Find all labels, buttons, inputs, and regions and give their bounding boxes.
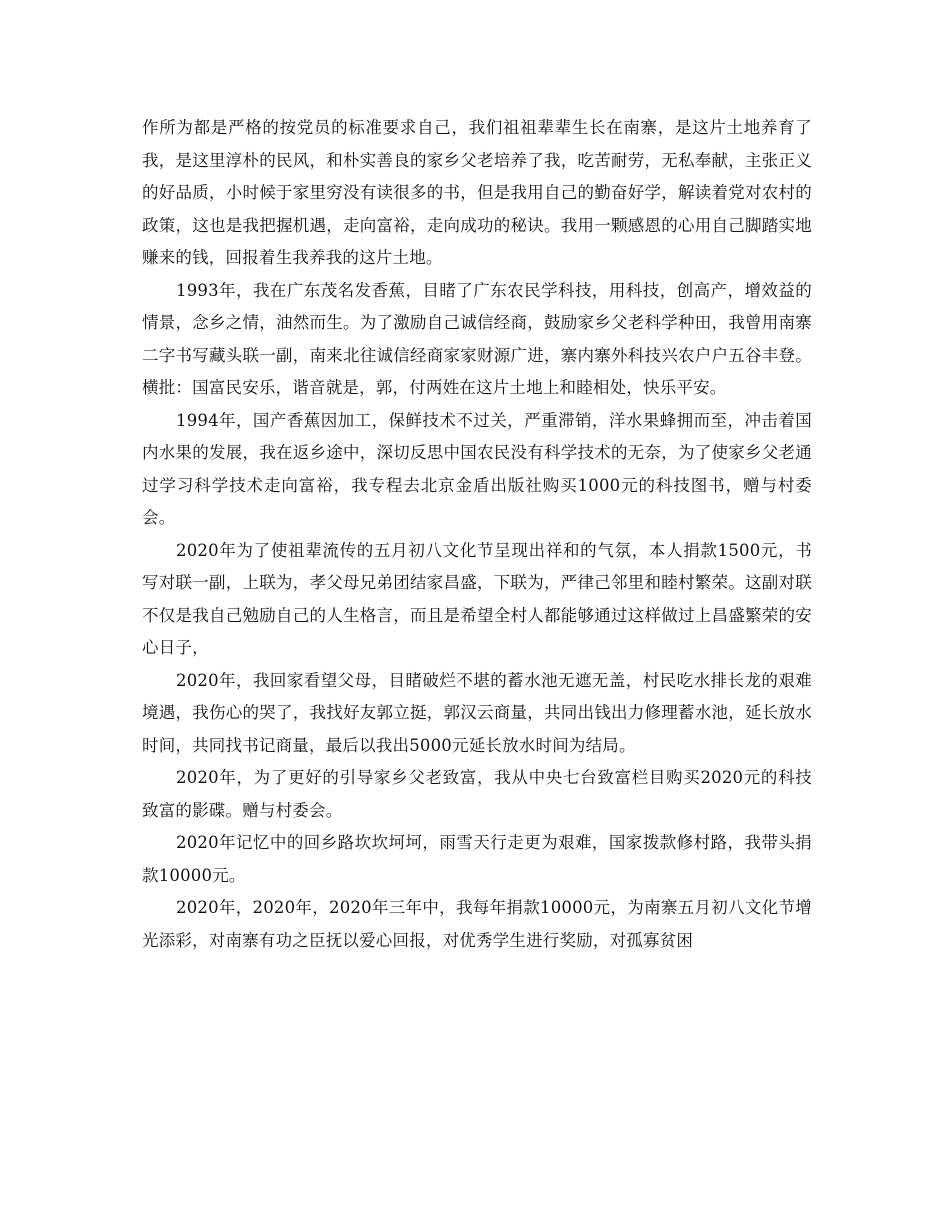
paragraph: 2020年为了使祖辈流传的五月初八文化节呈现出祥和的气氛，本人捐款1500元，书写对联一副，上联为，孝父母兄弟团结家昌盛，下联为，严律己邻里和睦村繁荣。这副对联不仅是我自己勉励自己的人生格言，而且是希望全村人都能够通过这样做过上昌盛繁荣的安心日子， [142, 540, 812, 657]
paragraph: 2020年，2020年，2020年三年中，我每年捐款10000元，为南寨五月初八文化节增光添彩，对南寨有功之臣抚以爱心回报，对优秀学生进行奖励，对孤寡贫困 [142, 898, 812, 950]
paragraph: 1993年，我在广东茂名发香蕉，目睹了广东农民学科技，用科技，创高产，增效益的情景，念乡之情，油然而生。为了激励自己诚信经商，鼓励家乡父老科学种田，我曾用南寨二字书写藏头联一副，南来北往诚信经商家家财源广进，寨内寨外科技兴农户户五谷丰登。横批：国富民安乐，谐音就是，郭，付两姓在这片土地上和睦相处，快乐平安。 [142, 280, 812, 397]
paragraph: 1994年，国产香蕉因加工，保鲜技术不过关，严重滞销，洋水果蜂拥而至，冲击着国内水果的发展，我在返乡途中，深切反思中国农民没有科学技术的无奈，为了使家乡父老通过学习科学技术走向富裕，我专程去北京金盾出版社购买1000元的科技图书，赠与村委会。 [142, 410, 812, 527]
paragraph: 2020年，我回家看望父母，目睹破烂不堪的蓄水池无遮无盖，村民吃水排长龙的艰难境遇，我伤心的哭了，我找好友郭立挺，郭汉云商量，共同出钱出力修理蓄水池，延长放水时间，共同找书记商量，最后以我出5000元延长放水时间为结局。 [142, 670, 812, 755]
paragraph: 2020年，为了更好的引导家乡父老致富，我从中央七台致富栏目购买2020元的科技致富的影碟。赠与村委会。 [142, 768, 812, 820]
paragraph: 作所为都是严格的按党员的标准要求自己，我们祖祖辈辈生长在南寨，是这片土地养育了我，是这里淳朴的民风，和朴实善良的家乡父老培养了我，吃苦耐劳，无私奉献，主张正义的好品质，小时候于家里穷没有读很多的书，但是我用自己的勤奋好学，解读着党对农村的政策，这也是我把握机遇，走向富裕，走向成功的秘诀。我用一颗感恩的心用自己脚踏实地赚来的钱，回报着生我养我的这片土地。 [142, 118, 812, 267]
document-body [142, 112, 812, 957]
paragraph: 2020年记忆中的回乡路坎坎坷坷，雨雪天行走更为艰难，国家拨款修村路，我带头捐款10000元。 [142, 833, 812, 885]
